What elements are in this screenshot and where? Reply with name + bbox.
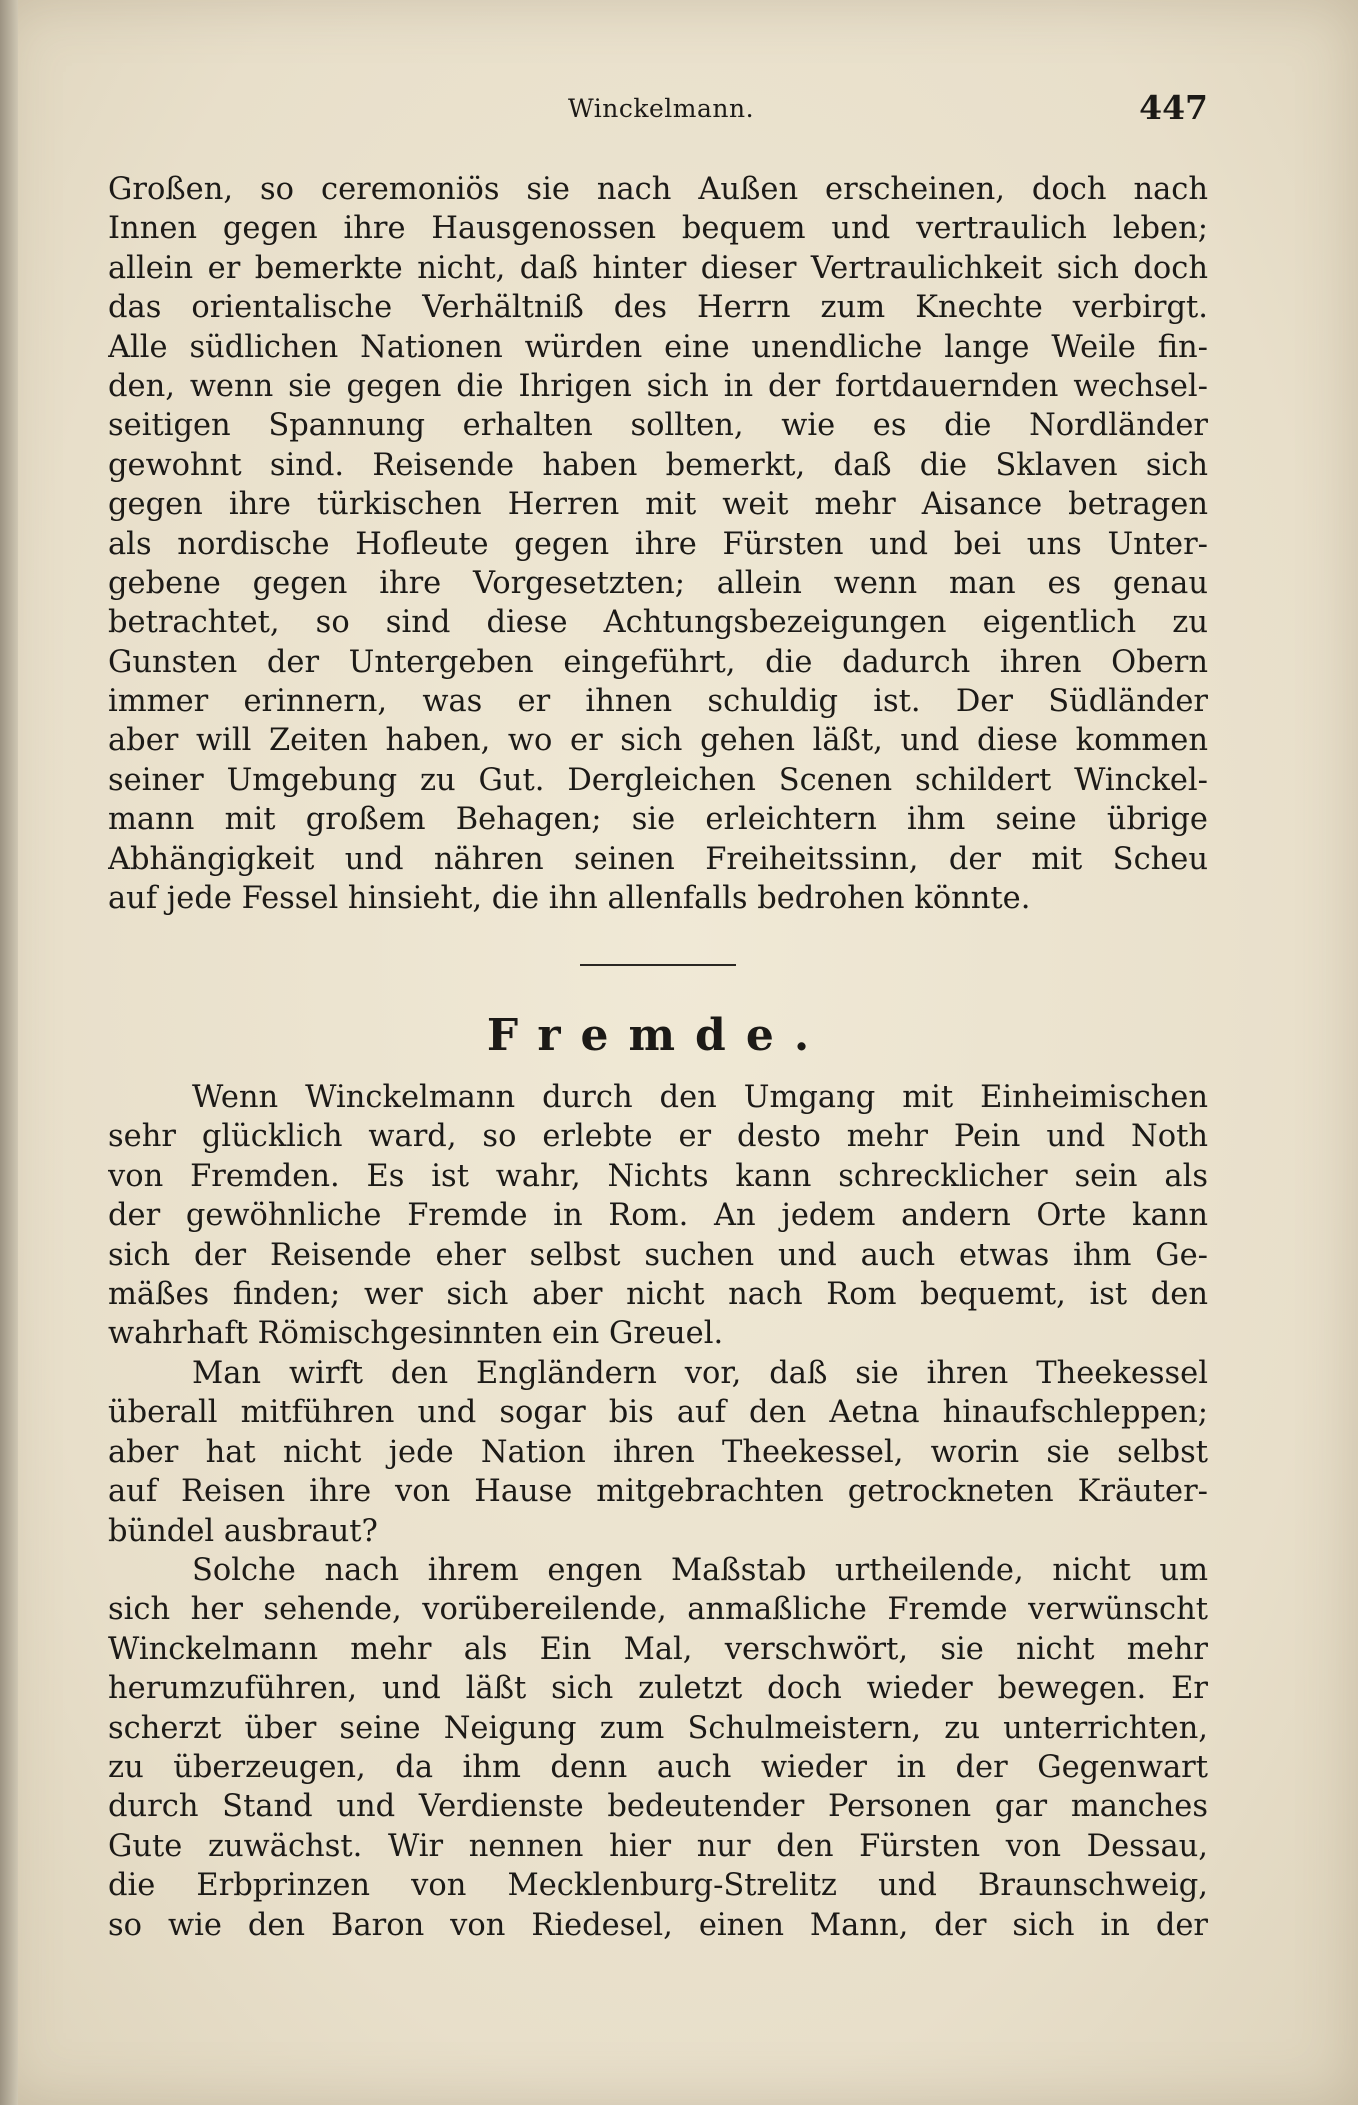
text-line: von Fremden. Es ist wahr, Nichts kann schrecklicher sein als [108, 1158, 1208, 1194]
paragraph-continuation [108, 170, 1208, 918]
text-line: das orientalische Verhältniß des Herrn zum Knechte verbirgt. [108, 290, 1208, 326]
text-line: sich her sehende, vorübereilende, anmaßliche Fremde verwünscht [108, 1592, 1208, 1628]
text-line: mann mit großem Behagen; sie erleichtern ihm seine übrige [108, 802, 1208, 838]
text-line: Alle südlichen Nationen würden eine unendliche lange Weile fin- [108, 329, 1208, 365]
text-line: gewohnt sind. Reisende haben bemerkt, daß die Sklaven sich [108, 447, 1208, 483]
text-line: den, wenn sie gegen die Ihrigen sich in der fortdauernden wechsel- [108, 368, 1208, 404]
text-line: Winckelmann mehr als Ein Mal, verschwört, sie nicht mehr [108, 1631, 1208, 1667]
text-line: so wie den Baron von Riedesel, einen Mann, der sich in der [108, 1907, 1208, 1943]
text-line: die Erbprinzen von Mecklenburg-Strelitz und Braunschweig, [108, 1868, 1208, 1904]
text-line: gegen ihre türkischen Herren mit weit mehr Aisance betragen [108, 487, 1208, 523]
text-line: auf Reisen ihre von Hause mitgebrachten getrockneten Kräuter- [108, 1474, 1208, 1510]
text-line: als nordische Hofleute gegen ihre Fürsten und bei uns Unter- [108, 526, 1208, 562]
text-line: aber will Zeiten haben, wo er sich gehen läßt, und diese kommen [108, 723, 1208, 759]
text-line: zu überzeugen, da ihm denn auch wieder in der Gegenwart [108, 1749, 1208, 1785]
text-line: seitigen Spannung erhalten sollten, wie es die Nordländer [108, 408, 1208, 444]
text-line: sich der Reisende eher selbst suchen und auch etwas ihm Ge- [108, 1237, 1208, 1273]
text-line: herumzuführen, und läßt sich zuletzt doch wieder bewegen. Er [108, 1671, 1208, 1707]
text-line: Innen gegen ihre Hausgenossen bequem und vertraulich leben; [108, 211, 1208, 247]
text-line: immer erinnern, was er ihnen schuldig ist. Der Südländer [108, 684, 1208, 720]
text-line: allein er bemerkte nicht, daß hinter dieser Vertraulichkeit sich doch [108, 250, 1208, 286]
text-line: Solche nach ihrem engen Maßstab urtheilende, nicht um [192, 1553, 1208, 1588]
page-gutter-shadow [0, 0, 18, 2105]
section-divider [580, 964, 736, 966]
text-line: bündel ausbraut? [108, 1513, 378, 1549]
page-number: 447 [1139, 88, 1208, 127]
running-head: Winckelmann. [568, 94, 755, 123]
paragraph-fremde-1 [108, 1078, 1208, 1354]
text-line: aber hat nicht jede Nation ihren Theekessel, worin sie selbst [108, 1434, 1208, 1470]
text-line: wahrhaft Römischgesinnten ein Greuel. [108, 1316, 724, 1352]
text-line: seiner Umgebung zu Gut. Dergleichen Scenen schildert Winckel- [108, 762, 1208, 798]
text-line: Großen, so ceremoniös sie nach Außen erscheinen, doch nach [108, 172, 1208, 207]
text-line: der gewöhnliche Fremde in Rom. An jedem andern Orte kann [108, 1198, 1208, 1234]
text-line: sehr glücklich ward, so erlebte er desto mehr Pein und Noth [108, 1119, 1208, 1155]
paragraph-fremde-2 [108, 1354, 1208, 1551]
text-line: überall mitführen und sogar bis auf den Aetna hinaufschleppen; [108, 1395, 1208, 1431]
text-line: Gute zuwächst. Wir nennen hier nur den Fürsten von Dessau, [108, 1828, 1208, 1864]
text-line: gebene gegen ihre Vorgesetzten; allein wenn man es genau [108, 565, 1208, 601]
page-header [108, 88, 1208, 132]
text-line: auf jede Fessel hinsieht, die ihn allenfalls bedrohen könnte. [108, 881, 1031, 917]
text-line: Gunsten der Untergeben eingeführt, die dadurch ihren Obern [108, 644, 1208, 680]
text-line: betrachtet, so sind diese Achtungsbezeigungen eigentlich zu [108, 605, 1208, 641]
text-line: durch Stand und Verdienste bedeutender Personen gar manches [108, 1789, 1208, 1825]
text-line: scherzt über seine Neigung zum Schulmeistern, zu unterrichten, [108, 1710, 1208, 1746]
text-line: Man wirft den Engländern vor, daß sie ihren Theekessel [192, 1356, 1208, 1391]
paragraph-fremde-3 [108, 1551, 1208, 1945]
text-line: Abhängigkeit und nähren seinen Freiheitssinn, der mit Scheu [108, 841, 1208, 877]
text-line: mäßes finden; wer sich aber nicht nach Rom bequemt, ist den [108, 1276, 1208, 1312]
section-title: Fremde. [486, 1010, 830, 1061]
text-line: Wenn Winckelmann durch den Umgang mit Einheimischen [192, 1080, 1208, 1115]
